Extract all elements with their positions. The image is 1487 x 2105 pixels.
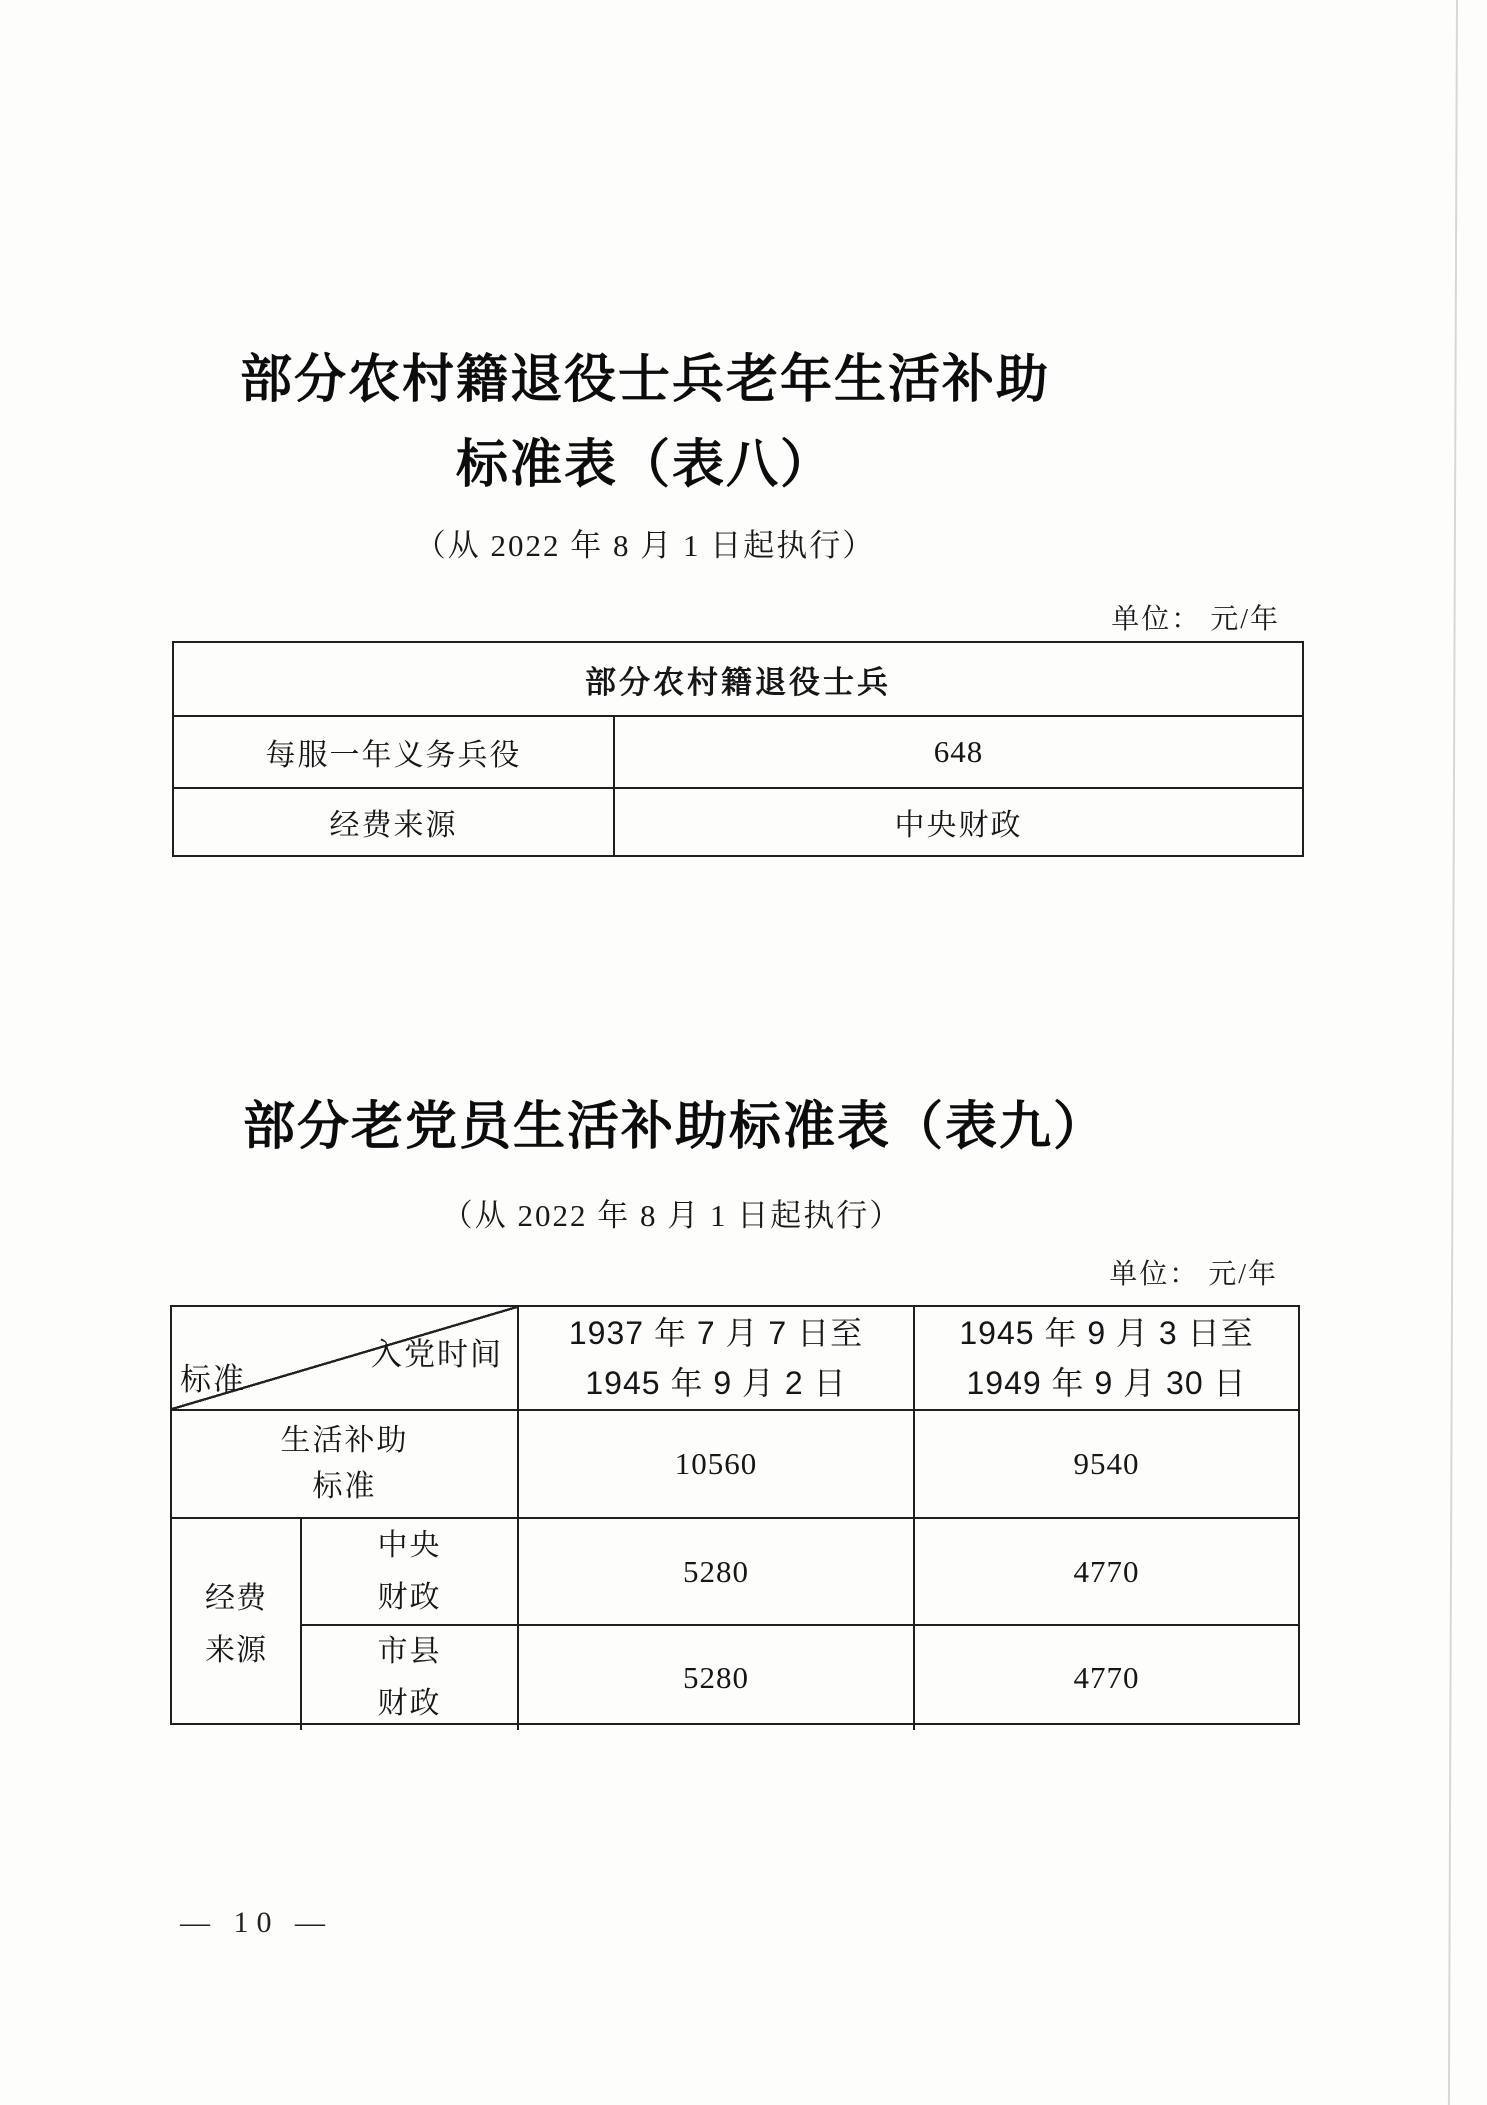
table9-corner-header-cell [172, 1307, 519, 1411]
central-label-line2: 财政 [377, 1580, 442, 1614]
table9-column-header-period1 [519, 1307, 915, 1411]
period2-line1: 1945 年 9 月 3 日至 [959, 1315, 1254, 1351]
table8-row-label: 每服一年义务兵役 [174, 717, 615, 789]
table8-row-value: 648 [615, 717, 1302, 789]
funding-label-line2: 来源 [205, 1633, 267, 1667]
table8-title-line2: 标准表（表八） [455, 437, 835, 494]
table8-unit-label: 单位： 元/年 [1111, 604, 1280, 635]
table8-row-value: 中央财政 [894, 809, 1023, 842]
table9-funding-source-label [172, 1519, 302, 1730]
table8-title-line1: 部分农村籍退役士兵老年生活补助 [239, 352, 1051, 409]
table9-column-header-period2 [915, 1307, 1298, 1411]
table9-funding-value: 4770 [1073, 1660, 1140, 1695]
table9-funding-value: 5280 [519, 1626, 915, 1730]
city-label-line2: 财政 [377, 1687, 442, 1720]
table9-funding-row-label-city [302, 1626, 519, 1730]
table9-funding-value: 5280 [519, 1519, 915, 1626]
table8-row-label: 经费来源 [174, 789, 615, 855]
page-number: — 10 — [180, 1906, 333, 1939]
table9-unit-label: 单位： 元/年 [1109, 1259, 1278, 1290]
table9-party-member-subsidy-table [170, 1305, 1300, 1725]
corner-label-join-time: 入党时间 [371, 1337, 503, 1372]
table9-funding-value: 4770 [915, 1519, 1298, 1626]
table8-effective-date: （从 2022 年 8 月 1 日起执行） [414, 528, 876, 563]
central-label-line1: 中央 [377, 1528, 442, 1562]
city-label-line1: 市县 [377, 1635, 442, 1668]
table9-title: 部分老党员生活补助标准表（表九） [242, 1099, 1108, 1156]
period1-line2: 1945 年 9 月 2 日 [585, 1365, 847, 1401]
table9-subsidy-row-label [172, 1411, 519, 1519]
period1-line1: 1937 年 7 月 7 日至 [568, 1315, 864, 1351]
table9-subsidy-value: 10560 [519, 1411, 915, 1519]
corner-label-standard: 标准 [180, 1362, 246, 1397]
table8-header-cell: 部分农村籍退役士兵 [174, 643, 1302, 717]
period2-line2: 1949 年 9 月 30 日 [966, 1365, 1247, 1401]
subsidy-label-line1: 生活补助 [280, 1424, 409, 1457]
table9-effective-date: （从 2022 年 8 月 1 日起执行） [441, 1198, 903, 1233]
table9-funding-row-label-central [302, 1519, 519, 1626]
table8-veteran-subsidy-table [172, 641, 1304, 857]
table9-subsidy-value: 9540 [915, 1411, 1298, 1519]
subsidy-label-line2: 标准 [312, 1470, 377, 1503]
funding-label-line1: 经费 [205, 1581, 267, 1615]
scan-artifact-line [1448, 0, 1458, 2105]
